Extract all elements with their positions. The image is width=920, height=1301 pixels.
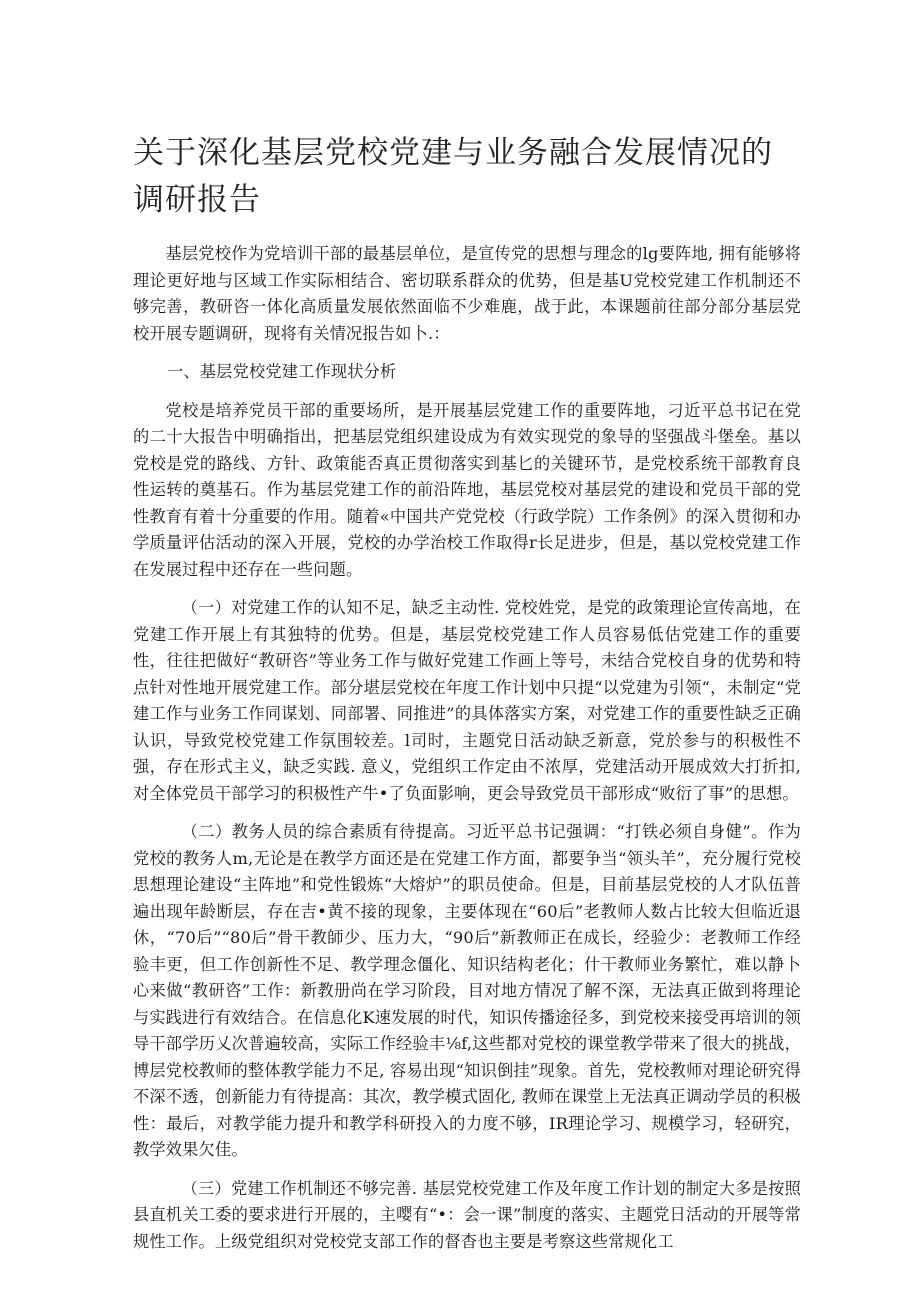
document-page <box>133 130 801 1267</box>
item-two-paragraph: （二）教务人员的综合素质有待提高。习近平总书记强调：“打铁必须自身健”。作为党校的教务人m,无论是在教学方面还是在党建工作方面，都要争当“领头羊”，充分履行党校思想理论建设“主阵地”和党性锻炼“大熔炉”的职员使命。但是，目前基层党校的人才队伍普遍出现年龄断层，存在吉•黄不接的现象，主要体现在“60后”老教师人数占比较大但临近退休，“70后”“80后”骨干教師少、压力大，“90后”新教师正在成长，经验少：老教师工作经验丰更，但工作创新性不足、教学理念僵化、知识结构老化；什干教师业务繁忙，难以静卜心来做“教研咨”工作：新教册尚在学习阶段，目对地方情况了解不深，无法真正做到将理论与实践进行有效结合。在信息化K速发展的时代，知识传播途径多，到党校来接受再培训的领导干部学历乂次普遍较高，实际工作经验丰⅛f,这些都对党校的课堂教学带来了很大的挑战，博层党校教师的整体教学能力不足, 容易出现“知识倒挂”现象。首先，党校教师对理论研究得不深不透，创新能力有待提高：其次，教学模式固化, 教师在课堂上无法真正调动学员的积极性：最后，对教学能力提升和教学科研投入的力度不够，IR理论学习、规模学习，轻研究，教学效果欠佳。 <box>133 822 801 1159</box>
item-one-paragraph: （一）对党建工作的认知不足，缺乏主动性. 党校姓党，是党的政策理论宣传高地，在党建工作开展上有其独特的优势。但是，基层党校党建工作人员容易低估党建工作的重要性，往往把做好“教研咨”等业务工作与做好党建工作画上等号，未结合党校自身的优势和特点针对性地开展党建工作。部分堪层党校在年度工作计划中只提“以党建为引领“，未制定“党建工作与业务工作同谋划、同部署、同推进”的具体落实方案，对党建工作的重要性缺乏正确认识，导致党校党建工作氛围较差。l司时，主题党日活动缺乏新意，党於参与的积极性不强，存在形式主义，缺乏实践. 意义，党组织工作定由不浓厚，党建活动开展成效大打折扣, 对全体党员干部学习的积极性产牛•了负面影响，更会导致党员干部形成“败衍了事”的思想。 <box>133 598 801 803</box>
section-heading: 一、基层党校党建工作现状分析 <box>167 362 397 381</box>
section-body-paragraph: 党校是培养党员干部的重要场所，是开展基层党建工作的重要阵地，刁近平总书记在党的二十大报告中明确指出，把基层党组织建设成为有效实现党的象导的坚强战斗堡垒。基以党校是党的路线、方针、政策能否真正贯彻落实到基匕的关键环节，是党校系统干部教育良性运转的奠基石。作为基层党建工作的前沿阵地，基层党校对基层党的建设和党员干部的党性教育有着十分重要的作用。随着«中国共产党党校（行政学院）工作条例》的深入贯彻和办学质量评估活动的深入开展，党校的办学治校工作取得r长足进步，但是，基以党校党建工作在发展过程中还存在一些问题。 <box>133 400 801 579</box>
document-title: 关于深化基层党校党建与业务融合发展情况的调研报告 <box>133 135 773 218</box>
intro-paragraph: 基层党校作为党培训干部的最基层单位，是宣传党的思想与理念的lg要阵地, 拥有能够将理论更好地与区域工作实际相结合、密切联系群众的优势，但是基U党校党建工作机制还不够完善，教研咨一体化高质量发展依然面临不少难鹿，战于此，本课题前往部分部分基层党校开展专题调研，现将有关情况报告如卜.： <box>133 244 801 343</box>
item-three-paragraph: （三）党建工作机制还不够完善. 基层党校党建工作及年度工作计划的制定大多是按照县直机关工委的要求进行开展的，主嘤有“•：会一课”制度的落实、主题党日活动的开展等常规性工作。上级党组织对党校党支部工作的督杳也主要是考察这些常规化工 <box>133 1178 801 1251</box>
